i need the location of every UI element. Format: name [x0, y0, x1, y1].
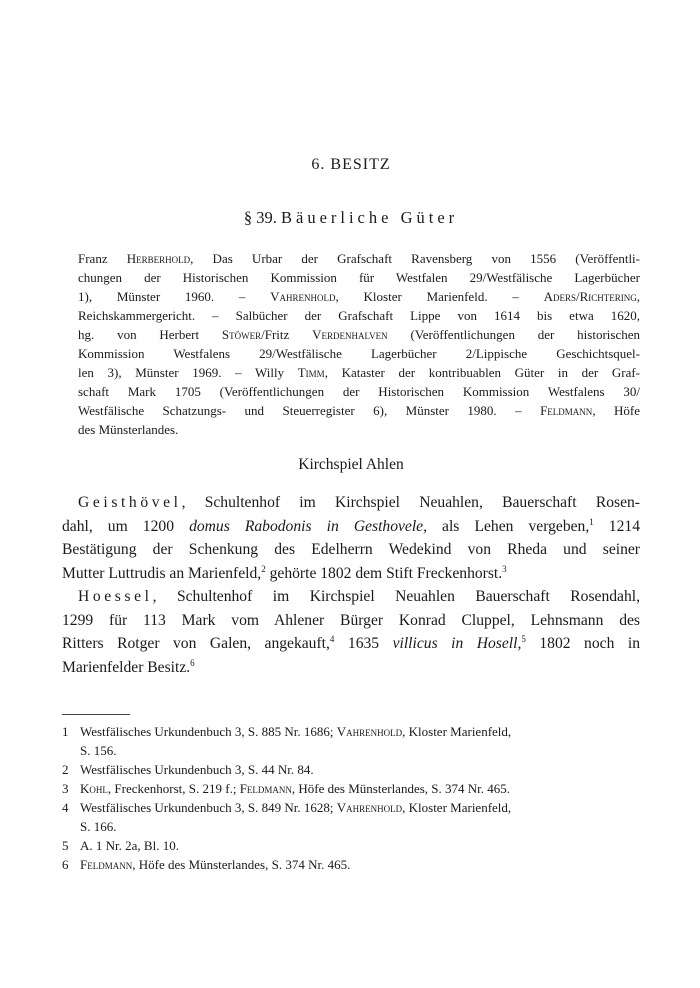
- body-line: [62, 515, 640, 539]
- footnote-rule: [62, 714, 130, 715]
- footnote-ref: 4: [329, 634, 335, 644]
- bibliography-line: [78, 306, 640, 325]
- subheading: Kirchspiel Ahlen: [298, 456, 404, 473]
- bibliography-line: [78, 420, 640, 439]
- footnotes: [62, 722, 640, 874]
- text-run: , Höfe des Münsterlandes, S. 374 Nr. 465.: [132, 857, 351, 872]
- text-run: chungen der Historischen Kommission für Westfalen 29/Westfälische Lagerbücher: [78, 270, 640, 285]
- footnote-line: [62, 855, 640, 874]
- footnote-number: 6: [62, 857, 69, 872]
- footnote-text: [80, 836, 640, 855]
- section-heading: [62, 208, 640, 228]
- bibliography-line: [78, 249, 640, 268]
- footnote-line: [62, 836, 640, 855]
- text-run: dahl, um 1200: [62, 517, 190, 535]
- text-run: 1299 für 113 Mark vom Ahlener Bürger Konrad Cluppel, Lehnsmann des: [62, 611, 640, 629]
- footnote-text: [80, 760, 640, 779]
- footnote-line: [62, 798, 640, 817]
- text-run: , Höfe des Münsterlandes, S. 374 Nr. 465.: [291, 781, 511, 796]
- footnote-number: [62, 817, 80, 836]
- text-run: A. 1 Nr. 2a, Bl. 10.: [80, 838, 179, 853]
- farm-name: Geisthövel: [78, 494, 182, 511]
- text-run: schaft Mark 1705 (Veröffentlichungen der Historischen Kommission Westfalens 30/: [78, 384, 640, 399]
- footnote-text: [80, 722, 640, 741]
- chapter-title: 6. BESITZ: [311, 156, 391, 173]
- text-run: , Kloster Marienfeld,: [402, 724, 512, 739]
- footnote-ref: 6: [190, 657, 195, 668]
- footnote-text: [80, 817, 640, 836]
- author-name: Aders/Richtering: [543, 289, 637, 304]
- text-run: hg. von Herbert: [78, 327, 222, 342]
- footnote-number: 2: [62, 762, 69, 777]
- footnote-ref: 5: [521, 634, 526, 644]
- bibliography-line: [78, 325, 640, 344]
- text-run: 1), Münster 1960. –: [78, 289, 271, 304]
- footnote-line: [62, 741, 640, 760]
- italic-text: domus Rabodonis in Gesthovele: [189, 517, 424, 535]
- text-run: /Fritz: [261, 327, 313, 342]
- footnote-line: [62, 779, 640, 798]
- footnote-number: 5: [62, 838, 69, 853]
- text-run: (Veröffentlichungen der historischen: [387, 327, 640, 342]
- text-run: Ritters Rotger von Galen, angekauft,: [62, 635, 330, 652]
- text-run: des Münsterlandes.: [78, 422, 179, 437]
- text-run: Marienfelder Besitz.: [62, 658, 191, 676]
- author-name: Stöwer: [221, 327, 262, 342]
- text-run: Bestätigung der Schenkung des Edelherrn Wedekind von Rheda und seiner: [62, 541, 640, 558]
- text-run: 1635: [334, 635, 393, 652]
- footnote-text: [80, 741, 640, 760]
- text-run: Reichskammergericht. – Salbücher der Grafschaft Lippe von 1614 bis etwa 1620,: [78, 308, 640, 323]
- author-name: Kohl: [80, 781, 108, 796]
- author-name: Timm: [297, 365, 325, 380]
- section-title: Bäuerliche Güter: [280, 208, 459, 227]
- text-run: , Freckenhorst, S. 219 f.;: [107, 781, 240, 796]
- author-name: Vahrenhold: [336, 800, 403, 815]
- footnote-ref: 2: [261, 563, 266, 574]
- footnote-ref: 3: [502, 563, 507, 574]
- footnote-number: 4: [62, 800, 69, 815]
- bibliography-paragraph: [78, 249, 640, 439]
- body-line: [62, 491, 640, 515]
- text-run: , als Lehen vergeben,: [423, 517, 590, 535]
- bibliography-line: [78, 344, 640, 363]
- author-name: Verdenhalven: [312, 327, 388, 342]
- text-run: , Schultenhof im Kirchspiel Neuahlen Bauerschaft Rosendahl,: [152, 588, 640, 605]
- body-line: [62, 632, 640, 656]
- text-run: ,: [517, 635, 522, 652]
- body-line: [62, 538, 640, 562]
- text-run: , Schultenhof im Kirchspiel Neuahlen, Bauerschaft Rosen-: [181, 494, 640, 511]
- farm-name: Hoessel: [78, 588, 153, 605]
- body-line: [62, 656, 640, 680]
- author-name: Feldmann: [239, 781, 292, 796]
- author-name: Feldmann: [80, 857, 133, 872]
- text-run: Westfälisches Urkundenbuch 3, S. 44 Nr. 84.: [80, 762, 314, 777]
- text-run: 1802 noch in: [525, 635, 640, 652]
- author-name: Feldmann: [540, 403, 593, 418]
- text-run: gehörte 1802 dem Stift Freckenhorst.: [265, 564, 503, 582]
- bibliography-line: [78, 363, 640, 382]
- footnote-number: 1: [62, 724, 69, 739]
- text-run: Westfälisches Urkundenbuch 3, S. 885 Nr. 1686;: [80, 724, 337, 739]
- text-run: , Kloster Marienfeld. –: [335, 289, 544, 304]
- italic-text: villicus in Hosell: [392, 635, 518, 652]
- footnote-number: [62, 741, 80, 760]
- text-run: Franz: [78, 251, 127, 266]
- bibliography-line: [78, 401, 640, 420]
- footnote-line: [62, 817, 640, 836]
- text-run: , Kloster Marienfeld,: [402, 800, 512, 815]
- footnote-text: [80, 855, 640, 874]
- text-run: , Höfe: [592, 403, 640, 418]
- text-run: S. 156.: [80, 743, 117, 758]
- text-run: Westfälische Schatzungs- und Steuerregister 6), Münster 1980. –: [78, 403, 541, 418]
- footnote-number: 3: [62, 781, 69, 796]
- author-name: Vahrenhold: [270, 289, 336, 304]
- author-name: Herberhold: [126, 251, 191, 266]
- body-line: [62, 562, 640, 586]
- footnote-line: [62, 760, 640, 779]
- footnote-text: [80, 798, 640, 817]
- body-line: [62, 585, 640, 609]
- text-run: , Kataster der kontribuablen Güter in der Graf-: [324, 365, 640, 380]
- text-run: Mutter Luttrudis an Marienfeld,: [62, 564, 262, 582]
- text-run: ,: [636, 289, 640, 304]
- footnote-line: [62, 722, 640, 741]
- text-run: len 3), Münster 1969. – Willy: [78, 365, 298, 380]
- author-name: Vahrenhold: [336, 724, 403, 739]
- footnote-text: [80, 779, 640, 798]
- text-run: S. 166.: [80, 819, 117, 834]
- text-run: Westfälisches Urkundenbuch 3, S. 849 Nr. 1628;: [80, 800, 337, 815]
- text-run: , Das Urbar der Grafschaft Ravensberg von 1556 (Veröffentli-: [190, 251, 640, 266]
- footnote-ref: 1: [589, 516, 594, 527]
- section-number: § 39.: [243, 208, 277, 227]
- body-text: [62, 491, 640, 679]
- bibliography-line: [78, 287, 640, 306]
- body-line: [62, 609, 640, 633]
- bibliography-line: [78, 382, 640, 401]
- text-run: 1214: [593, 517, 640, 535]
- text-run: Kommission Westfalens 29/Westfälische Lagerbücher 2/Lippische Geschichtsquel-: [78, 346, 640, 361]
- bibliography-line: [78, 268, 640, 287]
